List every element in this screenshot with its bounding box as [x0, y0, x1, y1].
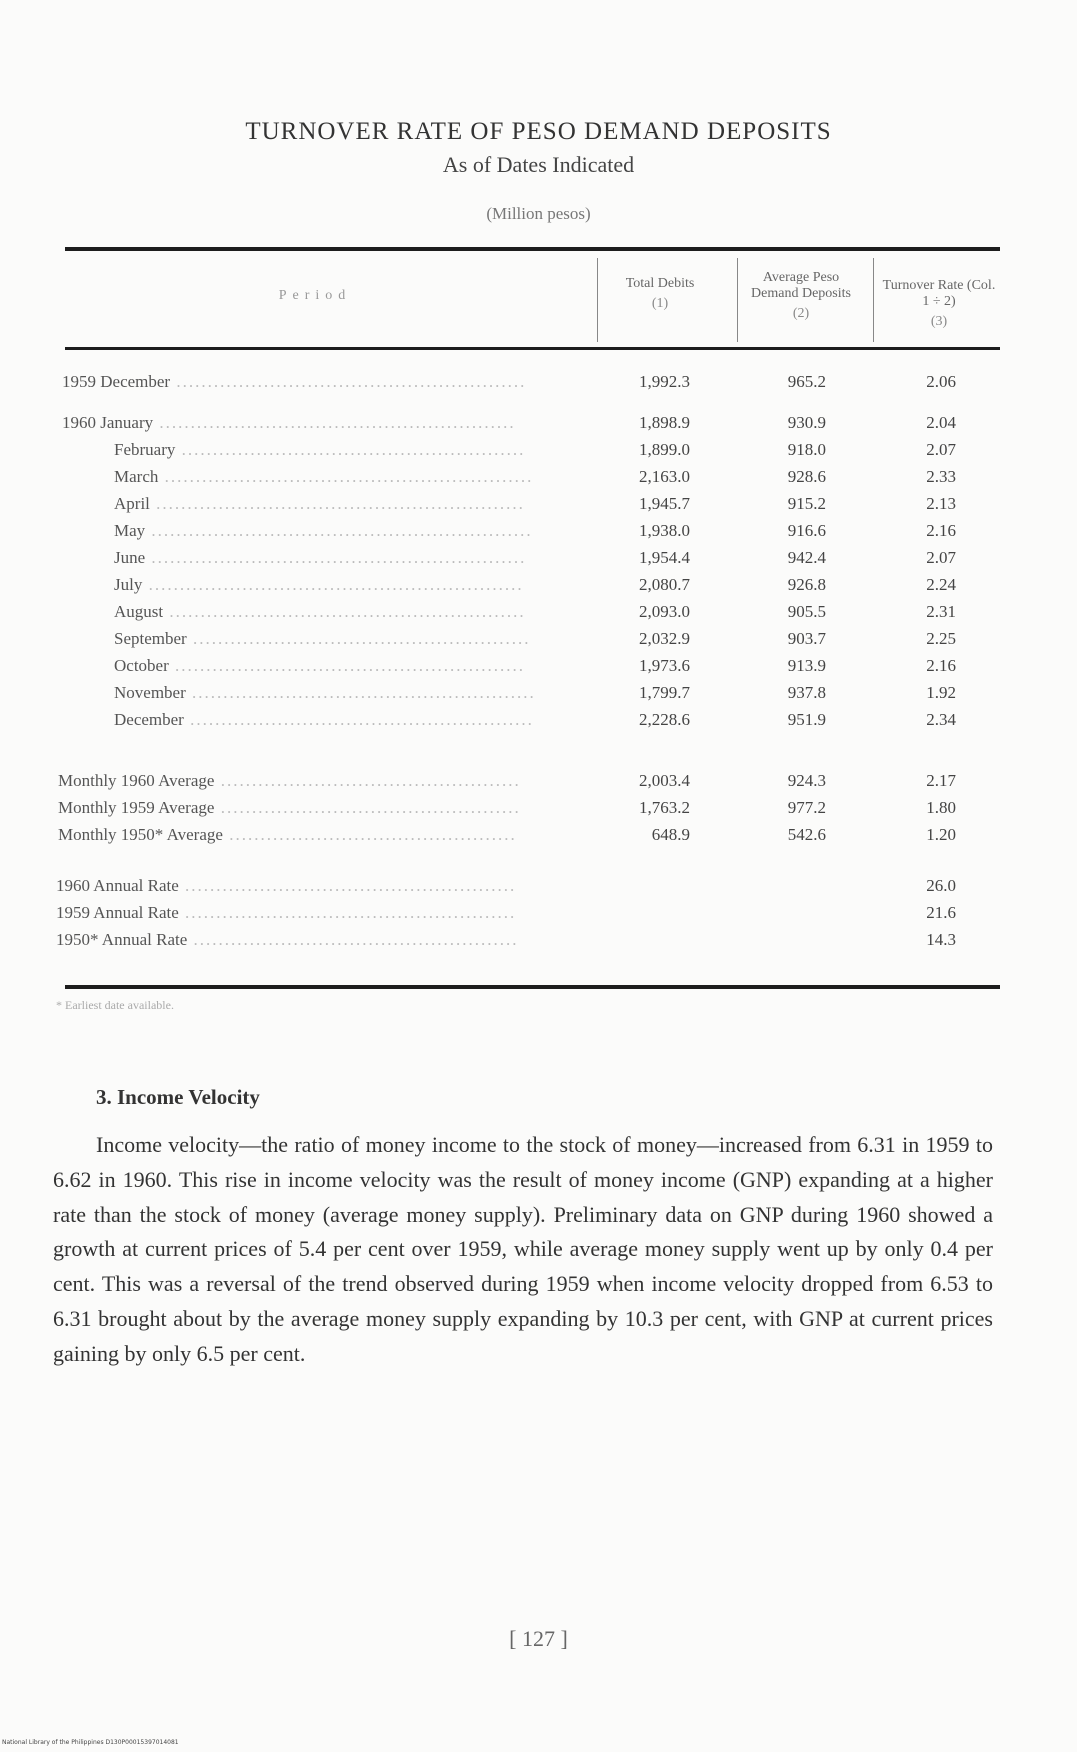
header-total-debits-label: Total Debits [625, 276, 695, 291]
body-paragraph: Income velocity—the ratio of money income to the stock of money—increased from 6.31 in 1959 to 6.62 in 1960. This rise in income velocity was the result of money income (GNP) expanding at a higher rate than the stock of money (average money supply). Preliminary data on GNP during 1960 showed a growth at current prices of 5.4 per cent over 1959, while average money supply went up by only 0.4 per cent. This was a reversal of the trend observed during 1959 when income velocity dropped from 6.53 to 6.31 brought about by the average money supply expanding by 10.3 per cent, with GNP at current prices gaining by only 6.5 per cent. [53, 1132, 993, 1366]
row-label-text: August [114, 602, 164, 621]
table-row [0, 521, 1077, 549]
header-col2-number: (2) [792, 306, 810, 321]
table-row [0, 575, 1077, 603]
leader-dots: ......................................................... [163, 602, 526, 621]
header-divider [873, 258, 874, 342]
row-label-text: April [114, 494, 150, 513]
table-row [0, 467, 1077, 495]
row-label-text: 1959 Annual Rate [56, 903, 179, 922]
cell-turnover-rate: 2.34 [926, 710, 956, 729]
row-label [114, 710, 534, 730]
row-label [58, 798, 521, 818]
leader-dots: ..................................................... [178, 876, 517, 895]
row-label [58, 771, 521, 791]
leader-dots: ........................................................ [170, 372, 527, 391]
cell-total-debits: 1,799.7 [639, 683, 690, 702]
row-label [56, 930, 519, 950]
row-label-text: Monthly 1959 Average [58, 798, 215, 817]
row-label-text: October [114, 656, 169, 675]
table-row [0, 903, 1077, 931]
header-divider [737, 258, 738, 342]
row-label [62, 413, 516, 433]
leader-dots: ....................................................... [185, 683, 536, 702]
table-subtitle: As of Dates Indicated [442, 152, 635, 177]
header-col1-number: (1) [651, 296, 669, 311]
cell-turnover-rate: 14.3 [926, 930, 956, 949]
scan-source-line: National Library of the Philippines D130P00015397014081 [2, 1739, 179, 1746]
cell-avg-deposits: 924.3 [787, 771, 826, 790]
row-label-text: 1960 January [62, 413, 154, 432]
cell-turnover-rate: 2.07 [926, 440, 956, 459]
cell-turnover-rate: 2.25 [926, 629, 956, 648]
leader-dots: ........................................................... [158, 467, 534, 486]
row-label [114, 683, 536, 703]
row-label [114, 656, 525, 676]
leader-dots: ...................................................... [186, 629, 531, 648]
cell-total-debits: 2,228.6 [639, 710, 690, 729]
cell-total-debits: 1,992.3 [639, 372, 690, 391]
row-label [62, 372, 526, 392]
cell-avg-deposits: 930.9 [787, 413, 826, 432]
row-label [56, 903, 516, 923]
cell-total-debits: 2,093.0 [639, 602, 690, 621]
row-label-text: March [114, 467, 159, 486]
cell-avg-deposits: 926.8 [787, 575, 826, 594]
cell-turnover-rate: 21.6 [926, 903, 956, 922]
row-label [114, 629, 530, 649]
table-units: (Million pesos) [486, 204, 591, 223]
cell-total-debits: 648.9 [651, 825, 690, 844]
leader-dots: ....................................................... [175, 440, 526, 459]
cell-turnover-rate: 2.24 [926, 575, 956, 594]
table-row [0, 413, 1077, 441]
table-row [0, 440, 1077, 468]
cell-total-debits: 2,003.4 [639, 771, 690, 790]
row-label-text: November [114, 683, 186, 702]
cell-total-debits: 1,899.0 [639, 440, 690, 459]
row-label [114, 440, 525, 460]
cell-total-debits: 1,763.2 [639, 798, 690, 817]
leader-dots: ............................................................ [145, 548, 527, 567]
row-label-text: 1960 Annual Rate [56, 876, 179, 895]
header-turnover-rate-label: Turnover Rate (Col. 1 ÷ 2) [882, 278, 996, 309]
cell-avg-deposits: 903.7 [787, 629, 826, 648]
row-label [114, 602, 526, 622]
cell-turnover-rate: 1.80 [926, 798, 956, 817]
cell-total-debits: 1,898.9 [639, 413, 690, 432]
row-label [56, 876, 516, 896]
table-row [0, 771, 1077, 799]
table-row [0, 930, 1077, 958]
cell-turnover-rate: 2.07 [926, 548, 956, 567]
table-row [0, 710, 1077, 738]
leader-dots: ............................................................ [142, 575, 524, 594]
table-row [0, 494, 1077, 522]
table-row [0, 656, 1077, 684]
header-divider [597, 258, 598, 342]
header-avg-deposits [742, 270, 860, 322]
leader-dots: ..................................................... [178, 903, 517, 922]
row-label [114, 494, 525, 514]
cell-total-debits: 2,163.0 [639, 467, 690, 486]
leader-dots: ........................................................... [149, 494, 525, 513]
row-label-text: February [114, 440, 176, 459]
row-label-text: July [114, 575, 143, 594]
cell-turnover-rate: 26.0 [926, 876, 956, 895]
cell-total-debits: 1,945.7 [639, 494, 690, 513]
cell-turnover-rate: 2.04 [926, 413, 956, 432]
header-period: Period [278, 288, 352, 303]
table-footnote: * Earliest date available. [56, 998, 174, 1012]
cell-avg-deposits: 977.2 [787, 798, 826, 817]
leader-dots: .............................................. [222, 825, 517, 844]
cell-turnover-rate: 2.06 [926, 372, 956, 391]
table-row [0, 372, 1077, 400]
cell-turnover-rate: 2.33 [926, 467, 956, 486]
cell-turnover-rate: 2.16 [926, 656, 956, 675]
cell-turnover-rate: 2.31 [926, 602, 956, 621]
cell-total-debits: 1,938.0 [639, 521, 690, 540]
row-label-text: 1950* Annual Rate [56, 930, 188, 949]
row-label [114, 467, 533, 487]
leader-dots: ................................................ [214, 798, 521, 817]
leader-dots: ............................................................. [145, 521, 533, 540]
header-avg-deposits-label: Average Peso Demand Deposits [751, 270, 851, 301]
cell-turnover-rate: 1.92 [926, 683, 956, 702]
cell-avg-deposits: 942.4 [787, 548, 826, 567]
row-label-text: May [114, 521, 146, 540]
row-label-text: June [114, 548, 146, 567]
cell-turnover-rate: 2.13 [926, 494, 956, 513]
cell-avg-deposits: 951.9 [787, 710, 826, 729]
cell-avg-deposits: 937.8 [787, 683, 826, 702]
table-title: TURNOVER RATE OF PESO DEMAND DEPOSITS [245, 118, 832, 145]
cell-avg-deposits: 965.2 [787, 372, 826, 391]
cell-avg-deposits: 915.2 [787, 494, 826, 513]
table-row [0, 548, 1077, 576]
cell-turnover-rate: 1.20 [926, 825, 956, 844]
row-label-text: December [114, 710, 184, 729]
page-number: [ 127 ] [509, 1626, 568, 1651]
table-header-rule [65, 347, 1000, 350]
table-bottom-rule [65, 985, 1000, 989]
cell-avg-deposits: 542.6 [787, 825, 826, 844]
leader-dots: ......................................................... [153, 413, 516, 432]
leader-dots: ................................................ [214, 771, 521, 790]
table-row [0, 798, 1077, 826]
leader-dots: ........................................................ [168, 656, 526, 675]
table-row [0, 683, 1077, 711]
cell-total-debits: 2,080.7 [639, 575, 690, 594]
cell-avg-deposits: 928.6 [787, 467, 826, 486]
row-label-text: Monthly 1950* Average [58, 825, 223, 844]
cell-total-debits: 1,973.6 [639, 656, 690, 675]
row-label-text: Monthly 1960 Average [58, 771, 215, 790]
table-top-rule [65, 247, 1000, 251]
table-row [0, 629, 1077, 657]
cell-turnover-rate: 2.16 [926, 521, 956, 540]
cell-avg-deposits: 916.6 [787, 521, 826, 540]
row-label [58, 825, 517, 845]
cell-total-debits: 1,954.4 [639, 548, 690, 567]
row-label [114, 521, 533, 541]
row-label [114, 575, 524, 595]
row-label-text: September [114, 629, 187, 648]
header-turnover-rate [878, 278, 1000, 330]
section-heading: 3. Income Velocity [96, 1085, 260, 1109]
header-total-debits [620, 276, 700, 312]
cell-avg-deposits: 918.0 [787, 440, 826, 459]
header-col3-number: (3) [930, 314, 948, 329]
table-row [0, 602, 1077, 630]
table-row [0, 825, 1077, 853]
cell-avg-deposits: 905.5 [787, 602, 826, 621]
leader-dots: .................................................... [187, 930, 519, 949]
cell-turnover-rate: 2.17 [926, 771, 956, 790]
leader-dots: ....................................................... [183, 710, 534, 729]
cell-avg-deposits: 913.9 [787, 656, 826, 675]
row-label [114, 548, 526, 568]
cell-total-debits: 2,032.9 [639, 629, 690, 648]
table-row [0, 876, 1077, 904]
row-label-text: 1959 December [62, 372, 171, 391]
